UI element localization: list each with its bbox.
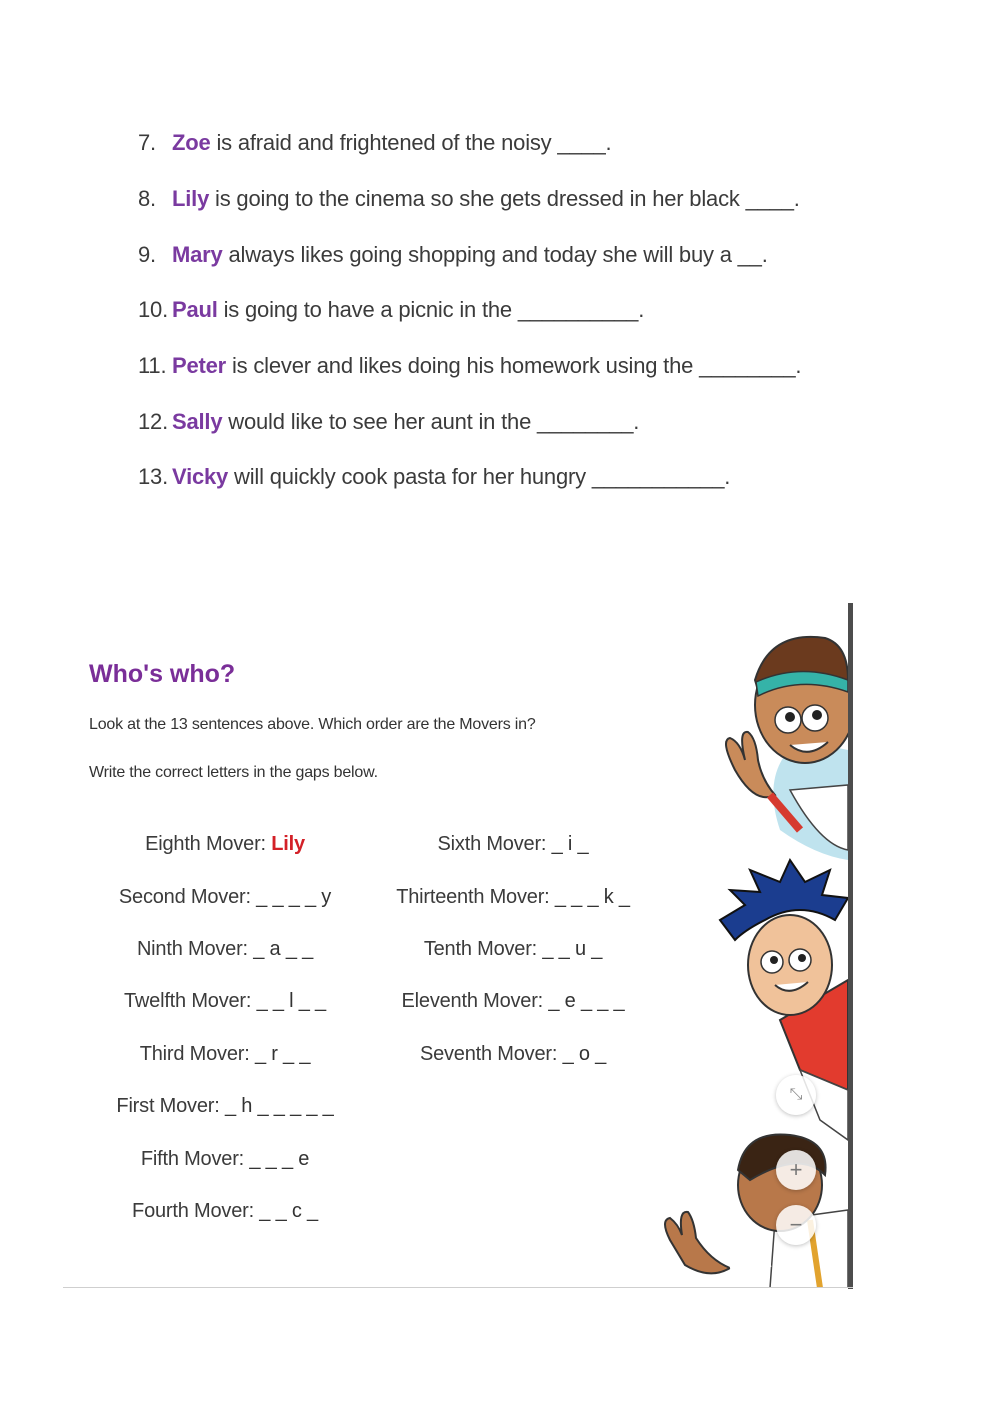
sentence-text: is going to have a picnic in the __________. [223,297,645,322]
sentence-text: is clever and likes doing his homework using the ________. [231,353,802,378]
mover-label: Sixth Mover: [437,833,547,855]
zoom-out-button[interactable] [776,1205,816,1245]
mover-twelfth [75,990,375,1013]
mover-answer-gap[interactable]: _ i _ [551,833,589,855]
sentence-text: always likes going shopping and today she will buy a __. [228,242,768,267]
mover-label: Fourth Mover: [132,1200,254,1222]
sentence-number: 10. [138,297,168,322]
sentence-11 [138,353,801,379]
mover-answer: Lily [271,833,305,855]
sentence-number: 9. [138,242,156,267]
mover-answer-gap[interactable]: _ _ l _ _ [256,990,326,1012]
mover-name: Sally [172,409,223,434]
mover-label: Fifth Mover: [140,1148,245,1170]
mover-answer-gap[interactable]: _ e _ _ _ [548,990,625,1012]
mover-ninth [75,938,375,961]
sentence-text: will quickly cook pasta for her hungry ___________. [234,464,731,489]
mover-label: Second Mover: [118,886,251,908]
mover-eleventh [363,990,663,1013]
mover-second [75,886,375,909]
mover-name: Zoe [172,130,211,155]
mover-label: Eighth Mover: [145,833,266,855]
instruction-1: Look at the 13 sentences above. Which order are the Movers in? [89,716,536,733]
mover-answer-gap[interactable]: _ _ _ k _ [554,886,630,908]
kid-bottom [665,1134,848,1288]
mover-label: Eleventh Mover: [401,990,544,1012]
mover-name: Vicky [172,464,229,489]
mover-label: First Mover: [116,1095,220,1117]
sentence-text: is going to the cinema so she gets dressed in her black ____. [215,186,800,211]
mover-label: Tenth Mover: [423,938,538,960]
sentence-10 [138,297,644,323]
sentence-7 [138,130,611,156]
page-edge-line [848,603,853,1289]
mover-label: Twelfth Mover: [124,990,252,1012]
minus-icon: − [789,1212,803,1237]
exit-fullscreen-button[interactable] [776,1075,816,1115]
mover-fifth [75,1148,375,1171]
cartoon-children-illustration [650,620,850,1288]
collapse-icon: ⤡ [789,1086,803,1103]
sentence-12 [138,409,639,435]
mover-answer-gap[interactable]: _ _ u _ [542,938,603,960]
plus-icon: + [789,1157,803,1182]
sentence-number: 11. [138,353,167,378]
sentence-number: 12. [138,409,168,434]
mover-answer-gap[interactable]: _ a _ _ [253,938,314,960]
mover-answer-gap[interactable]: _ _ c _ [259,1200,318,1222]
sentence-number: 7. [138,130,156,155]
mover-tenth [363,938,663,961]
mover-third [75,1043,375,1066]
mover-answer-gap[interactable]: _ o _ [562,1043,607,1065]
sentence-text: would like to see her aunt in the ________. [228,409,640,434]
mover-label: Third Mover: [139,1043,250,1065]
mover-label: Ninth Mover: [136,938,248,960]
sentence-8 [138,186,800,212]
mover-label: Thirteenth Mover: [396,886,550,908]
mover-first [75,1095,375,1118]
mover-seventh [363,1043,663,1066]
mover-answer-gap[interactable]: _ _ _ _ y [256,886,332,908]
sentence-number: 13. [138,464,168,489]
kid-top [726,637,850,860]
section-divider [63,1287,853,1288]
mover-answer-gap[interactable]: _ h _ _ _ _ _ [224,1095,334,1117]
zoom-in-button[interactable] [776,1150,816,1190]
mover-answer-gap[interactable]: _ _ _ e [249,1148,310,1170]
mover-label: Seventh Mover: [419,1043,558,1065]
section-title: Who's who? [89,660,236,688]
mover-name: Peter [172,353,227,378]
mover-name: Mary [172,242,223,267]
instruction-2: Write the correct letters in the gaps below. [89,764,378,781]
mover-name: Lily [172,186,210,211]
sentence-number: 8. [138,186,156,211]
sentence-9 [138,242,768,268]
sentence-text: is afraid and frightened of the noisy ____. [216,130,612,155]
mover-fourth [75,1200,375,1223]
mover-eighth [75,833,375,856]
sentence-13 [138,464,730,490]
mover-name: Paul [172,297,218,322]
mover-thirteenth [363,886,663,909]
mover-sixth [363,833,663,856]
mover-answer-gap[interactable]: _ r _ _ [254,1043,311,1065]
